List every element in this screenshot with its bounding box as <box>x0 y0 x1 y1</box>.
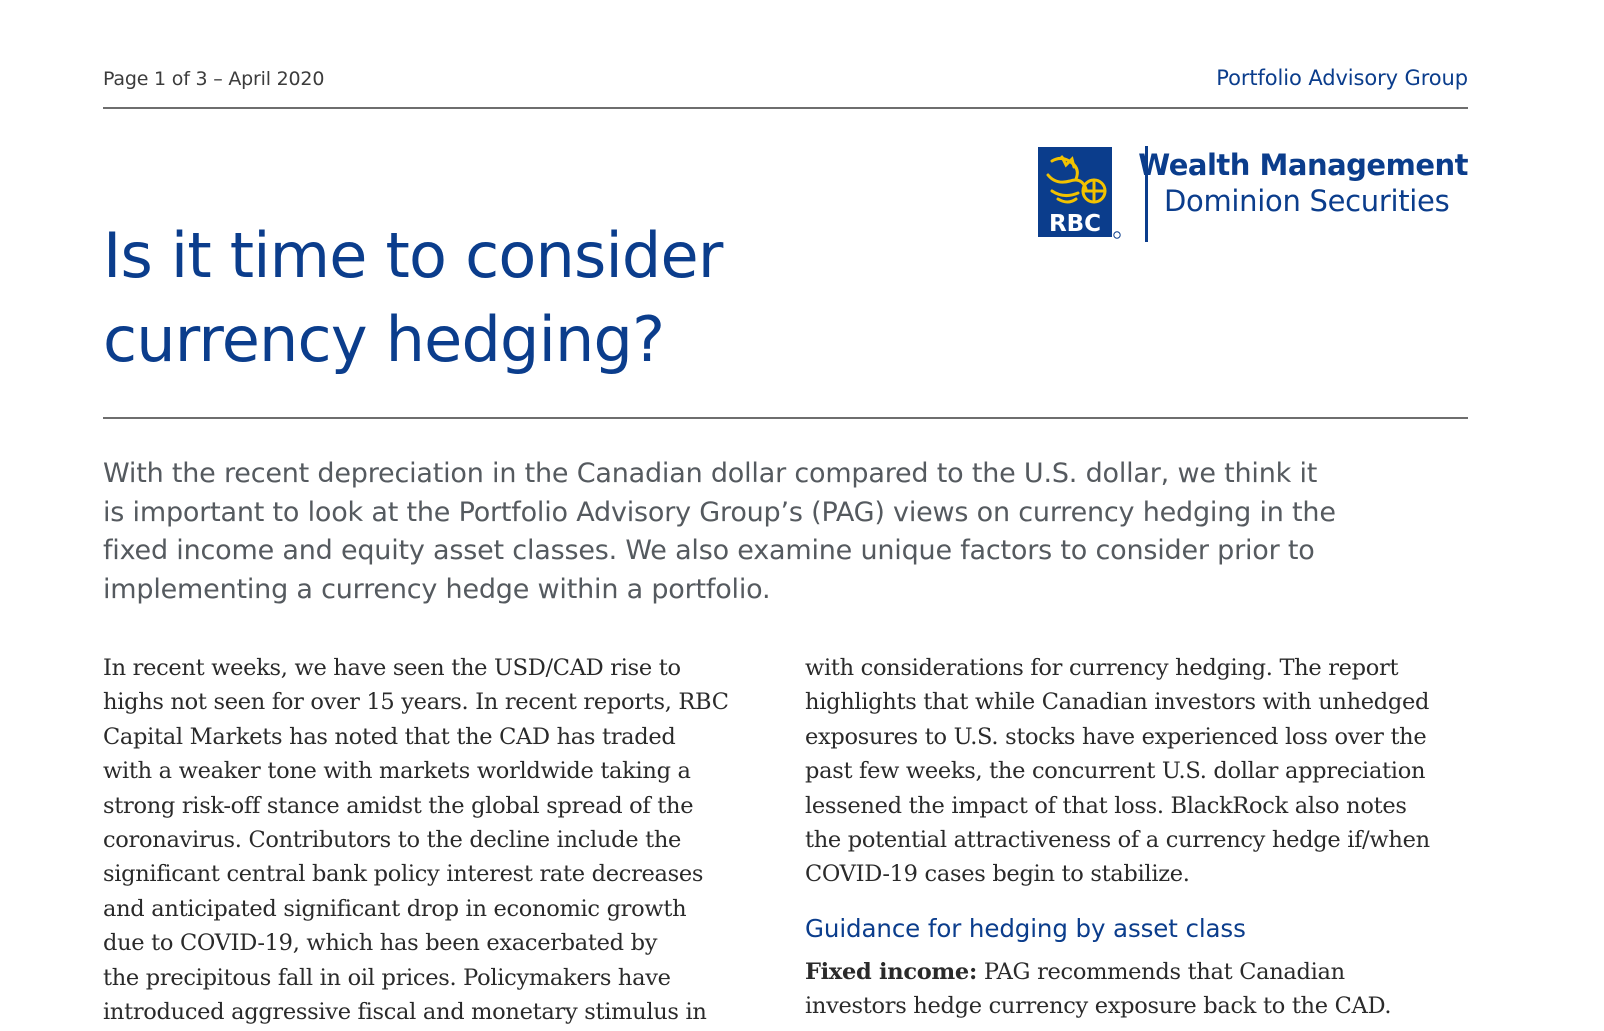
page-info: Page 1 of 3 – April 2020 <box>103 68 325 90</box>
body-line: strong risk-off stance amidst the global spread of the <box>103 792 694 819</box>
body-line: significant central bank policy interest rate decreases <box>103 861 704 888</box>
rbc-logo <box>1036 146 1468 242</box>
intro-paragraph <box>103 455 1403 609</box>
body-line: Capital Markets has noted that the CAD has traded <box>103 723 676 750</box>
body-line: investors hedge currency exposure back to the CAD. <box>805 993 1392 1020</box>
header-divider <box>103 107 1468 109</box>
body-line: In recent weeks, we have seen the USD/CAD rise to <box>103 655 681 681</box>
fixed-income-label: Fixed income: <box>805 959 977 985</box>
body-column-right <box>805 651 1485 892</box>
body-line: the potential attractiveness of a currency hedge if/when <box>805 827 1430 854</box>
intro-line: implementing a currency hedge within a portfolio. <box>103 573 771 605</box>
body-column-left <box>103 651 763 1029</box>
svg-text:RBC: RBC <box>1048 211 1102 237</box>
body-line: past few weeks, the concurrent U.S. dollar appreciation <box>805 758 1426 785</box>
body-line: lessened the impact of that loss. BlackRock also notes <box>805 792 1407 819</box>
fixed-income-paragraph <box>805 955 1391 1024</box>
body-line: exposures to U.S. stocks have experienced loss over the <box>805 723 1427 750</box>
body-line <box>805 955 1391 989</box>
intro-line: is important to look at the Portfolio Advisory Group’s (PAG) views on currency hedging in the <box>103 496 1336 528</box>
title-divider <box>103 417 1468 419</box>
body-line: introduced aggressive fiscal and monetary stimulus in <box>103 999 707 1026</box>
fixed-income-text: PAG recommends that Canadian <box>976 959 1345 985</box>
title-line: Is it time to consider <box>103 219 723 292</box>
rbc-lion-shield-icon <box>1038 147 1122 241</box>
body-line: with a weaker tone with markets worldwide taking a <box>103 758 691 785</box>
intro-line: fixed income and equity asset classes. We also examine unique factors to consider prior to <box>103 535 1315 566</box>
section-heading: Guidance for hedging by asset class <box>805 914 1246 943</box>
body-line: due to COVID-19, which has been exacerbated by <box>103 930 658 957</box>
body-line: the precipitous fall in oil prices. Policymakers have <box>103 964 671 991</box>
body-line: highs not seen for over 15 years. In recent reports, RBC <box>103 689 729 716</box>
body-line: highlights that while Canadian investors with unhedged <box>805 689 1430 716</box>
body-line: COVID-19 cases begin to stabilize. <box>805 861 1190 888</box>
body-line: coronavirus. Contributors to the decline include the <box>103 827 682 854</box>
logo-wealth-management: Wealth Management <box>1138 148 1468 182</box>
group-name: Portfolio Advisory Group <box>1216 66 1468 90</box>
body-line: with considerations for currency hedging. The report <box>805 655 1399 681</box>
intro-line: With the recent depreciation in the Canadian dollar compared to the U.S. dollar, we think it <box>103 458 1318 489</box>
body-line: and anticipated significant drop in economic growth <box>103 895 687 922</box>
logo-dominion-securities: Dominion Securities <box>1164 184 1450 218</box>
title-line: currency hedging? <box>103 303 665 376</box>
page-title <box>103 214 723 382</box>
